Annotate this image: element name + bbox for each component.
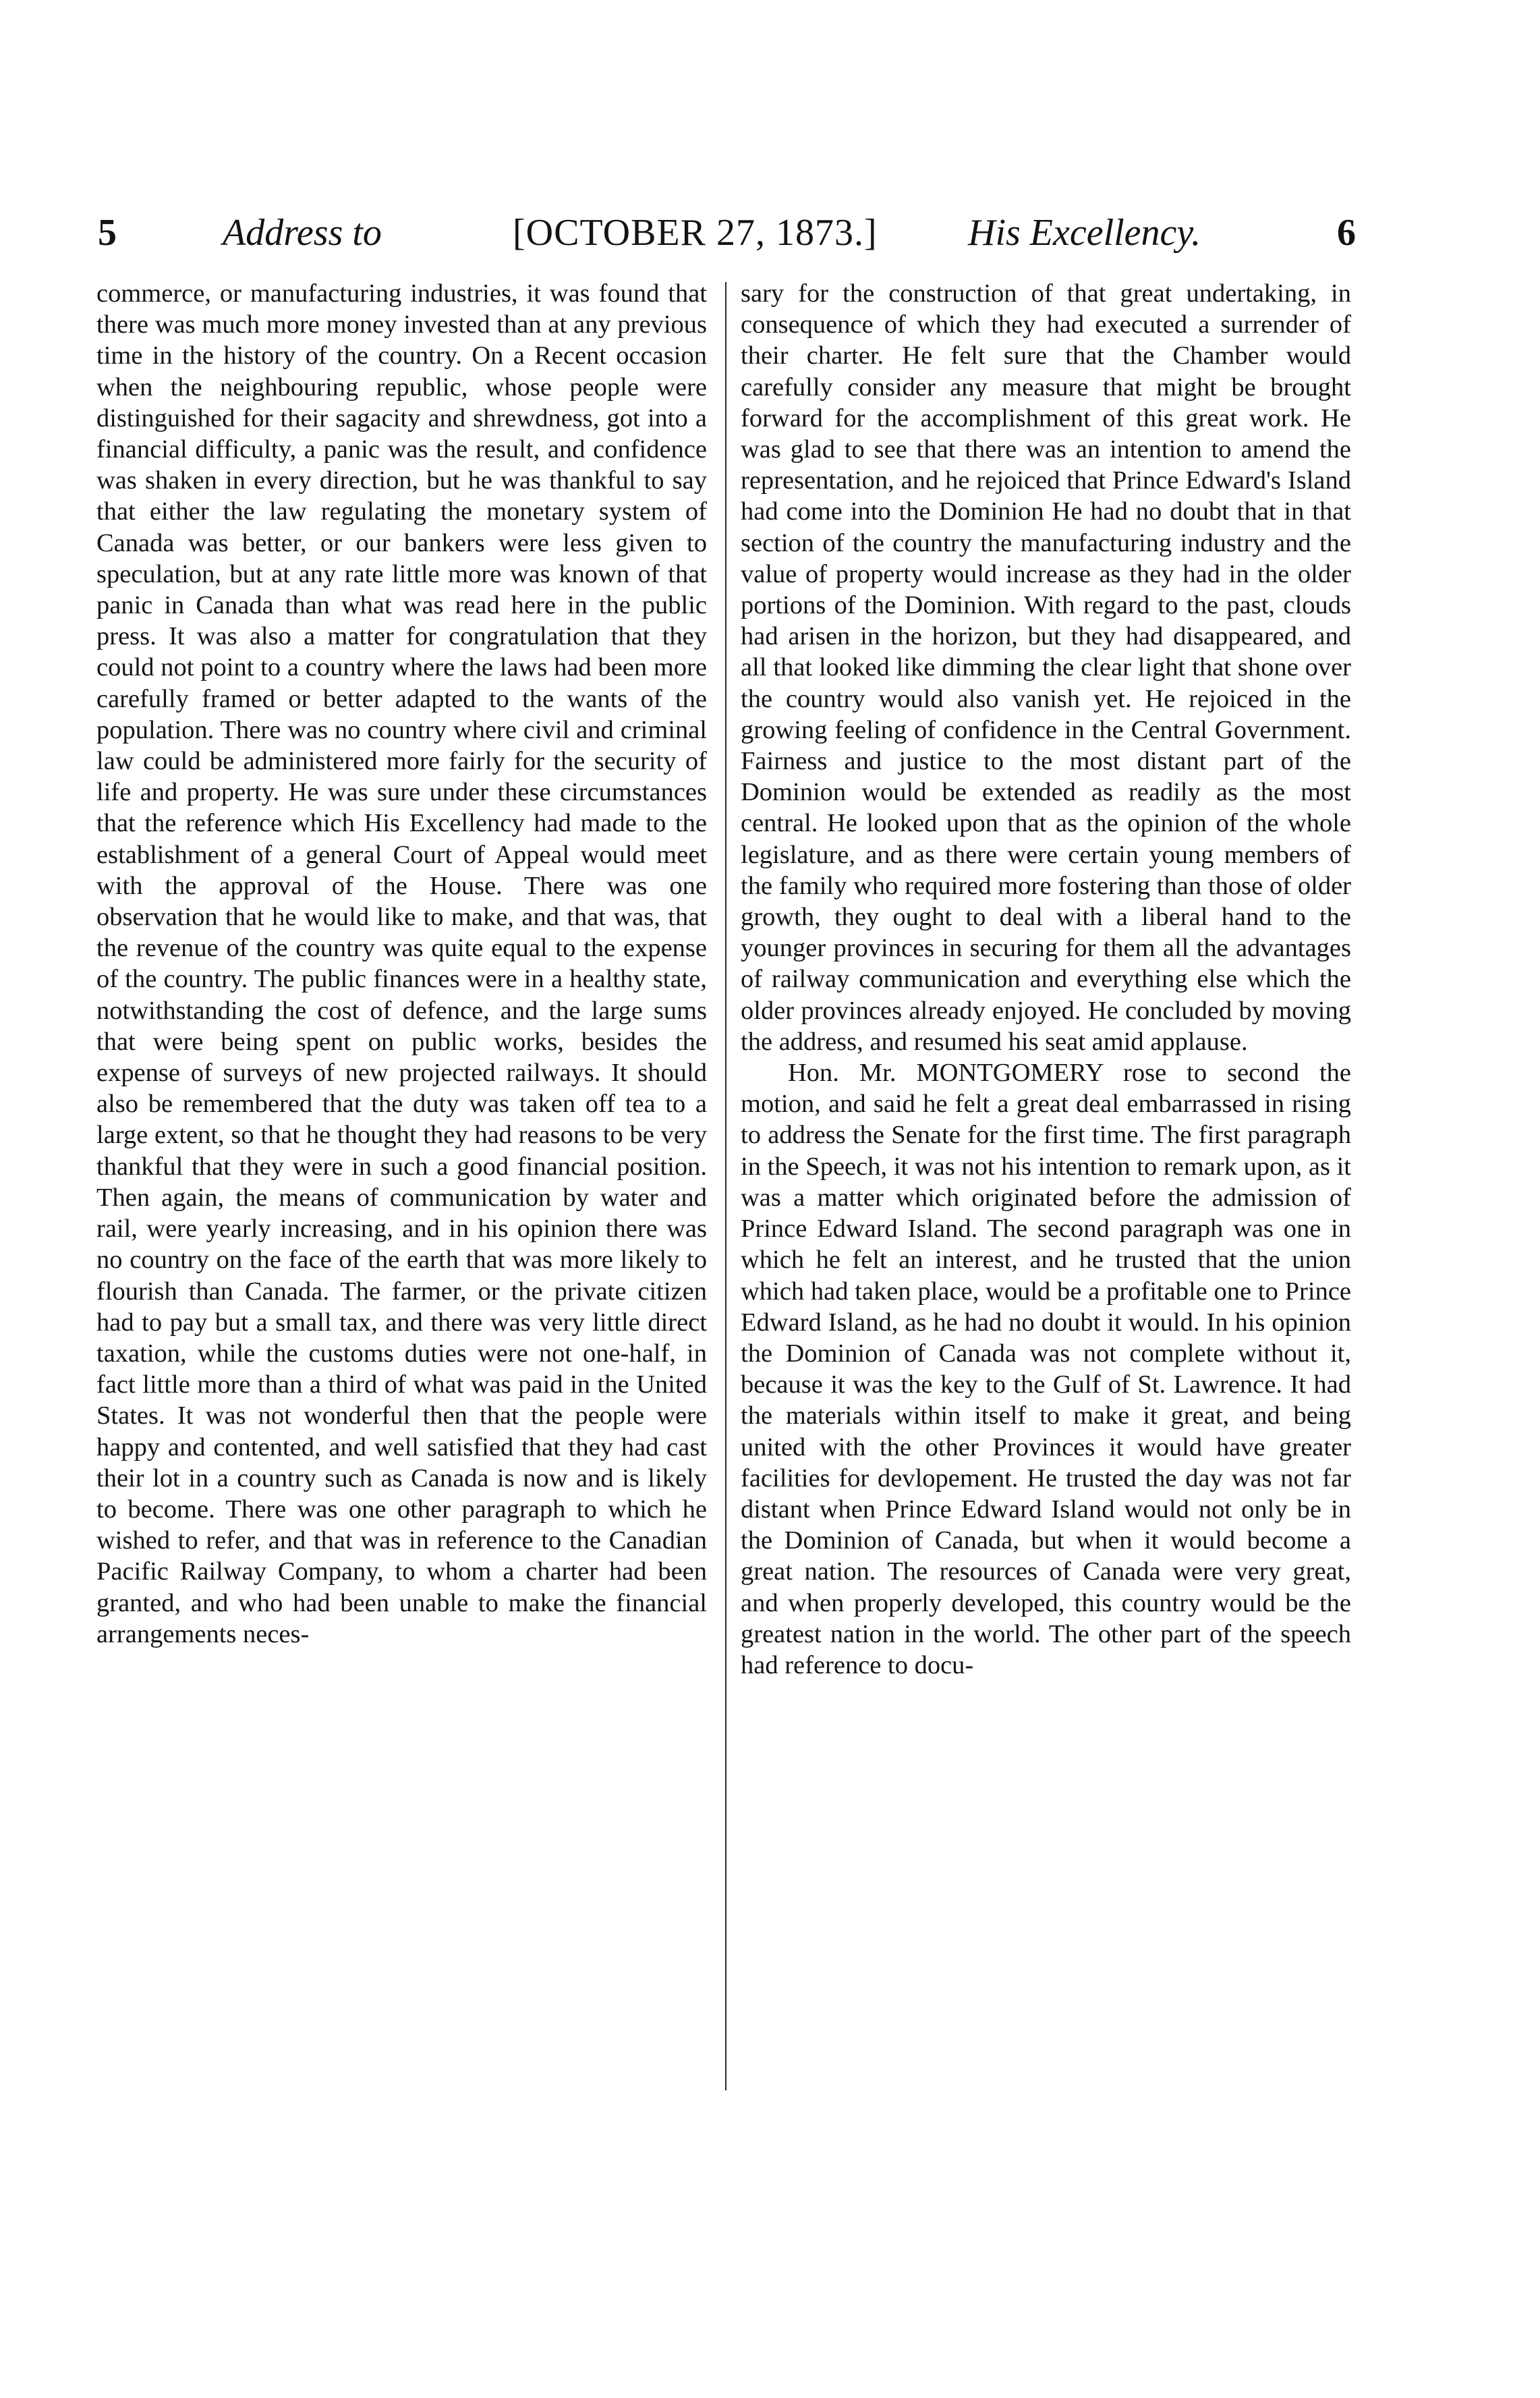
column-divider	[725, 282, 726, 2090]
left-page-number: 5	[98, 212, 117, 254]
right-column-paragraph: sary for the construction of that great undertaking, in consequence of which they had executed a surrender of their charter. He felt sure that the Chamber would carefully consider any measure that might be brought forward for the accomplishment of this great work. He was glad to see that there was an intention to amend the representation, and he rejoiced that Prince Edward's Island had come into the Dominion He had no doubt that in that section of the country the manufacturing industry and the value of property would increase as they had in the older portions of the Dominion. With regard to the past, clouds had arisen in the horizon, but they had disappeared, and all that looked like dimming the clear light that shone over the country would also vanish yet. He rejoiced in the growing feeling of confidence in the Central Government. Fairness and justice to the most distant part of the Dominion would be extended as readily as the most central. He looked upon that as the opinion of the whole legislature, and as there were certain young members of the family who required more fostering than those of older growth, they ought to deal with a liberal hand to the younger provinces in securing for them all the advantages of railway communication and everything else which the older provinces already enjoyed. He concluded by moving the address, and resumed his seat amid applause.	[741, 279, 1351, 1056]
header-date: [OCTOBER 27, 1873.]	[513, 212, 878, 254]
left-column-paragraph: commerce, or manufacturing industries, it was found that there was much more money invested than at any previous time in the history of the country. On a Recent occasion when the neighbouring republic, whose people were distinguished for their sagacity and shrewdness, got into a financial difficulty, a panic was the result, and confidence was shaken in every direction, but he was thankful to say that either the law regulating the monetary system of Canada was better, or our bankers were less given to speculation, but at any rate little more was known of that panic in Canada than what was read here in the public press. It was also a matter for congratulation that they could not point to a country where the laws had been more carefully framed or better adapted to the wants of the population. There was no country where civil and criminal law could be administered more fairly for the security of life and property. He was sure under these circumstances that the reference which His Excellency had made to the establishment of a general Court of Appeal would meet with the approval of the House. There was one observation that he would like to make, and that was, that the revenue of the country was quite equal to the expense of the country. The public finances were in a healthy state, notwithstanding the cost of defence, and the large sums that were being spent on public works, besides the expense of surveys of new projected railways. It should also be remembered that the duty was taken off tea to a large extent, so that he thought they had reasons to be very thankful that they were in such a good financial position. Then again, the means of communication by water and rail, were yearly increasing, and in his opinion there was no country on the face of the earth that was more likely to flourish than Canada. The farmer, or the private citizen had to pay but a small tax, and there was very little direct taxation, while the customs duties were not one-half, in fact little more than a third of what was paid in the United States. It was not wonderful then that the people were happy and contented, and well satisfied that they had cast their lot in a country such as Canada is now and is likely to become. There was one other paragraph to which he wished to refer, and that was in reference to the Canadian Pacific Railway Company, to whom a charter had been granted, and who had been unable to make the financial arrangements neces-	[96, 279, 707, 1648]
left-running-title: Address to	[223, 212, 382, 254]
right-column-paragraph: Hon. Mr. MONTGOMERY rose to second the motion, and said he felt a great deal embarrassed in rising to address the Senate for the first time. The first paragraph in the Speech, it was not his intention to remark upon, as it was a matter which originated before the admission of Prince Edward Island. The second paragraph was one in which he felt an interest, and he trusted that the union which had taken place, would be a profitable one to Prince Edward Island, as he had no doubt it would. In his opinion the Dominion of Canada was not complete without it, because it was the key to the Gulf of St. Lawrence. It had the materials within itself to make it great, and being united with the other Provinces it would have greater facilities for devlopement. He trusted the day was not far distant when Prince Edward Island would not only be in the Dominion of Canada, but when it would become a great nation. The resources of Canada were very great, and when properly developed, this country would be the greatest nation in the world. The other part of the speech had reference to docu-	[741, 1059, 1351, 1679]
page-header	[98, 202, 1356, 263]
left-text-column	[96, 278, 707, 1650]
right-running-title: His Excellency.	[968, 212, 1201, 254]
right-text-column	[741, 278, 1351, 1681]
right-page-number: 6	[1337, 212, 1356, 254]
